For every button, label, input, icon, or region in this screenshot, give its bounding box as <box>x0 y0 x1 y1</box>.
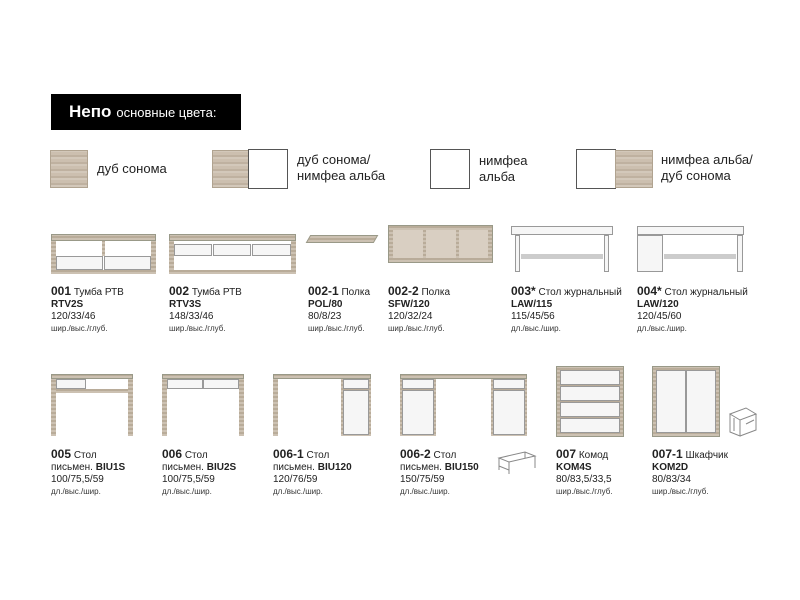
product-image-006 <box>162 374 244 436</box>
product-caption-007: 007 Комод KOM4S 80/83,5/33,5 шир./выс./глуб. <box>556 447 613 496</box>
product-image-003 <box>511 226 613 272</box>
swatch-white-oak-oak <box>615 150 653 188</box>
swatch-label-white-oak: нимфеа альба/ дуб сонома <box>661 152 753 183</box>
product-caption-001: 001 Тумба РТВ RTV2S 120/33/46 шир./выс./глуб. <box>51 284 124 333</box>
product-caption-006: 006 Стол письмен. BIU2S 100/75,5/59 дл./выс./шир. <box>162 447 237 496</box>
product-image-006-2 <box>400 374 527 436</box>
swatch-oak-white-white <box>248 149 288 189</box>
swatch-label-white: нимфеа альба <box>479 153 528 184</box>
swatch-white <box>430 149 470 189</box>
product-sketch-007-1 <box>726 404 760 438</box>
swatch-label-oak: дуб сонома <box>97 161 167 176</box>
product-image-001 <box>51 234 156 274</box>
product-caption-002-2: 002-2 Полка SFW/120 120/32/24 шир./выс./глуб. <box>388 284 451 333</box>
product-caption-006-2: 006-2 Стол письмен. BIU150 150/75/59 дл./выс./шир. <box>400 447 479 496</box>
product-caption-005: 005 Стол письмен. BIU1S 100/75,5/59 дл./выс./шир. <box>51 447 126 496</box>
product-image-004 <box>637 226 744 272</box>
brand-name: Непо <box>69 102 112 121</box>
product-sketch-006-2 <box>497 450 537 476</box>
product-caption-004: 004* Стол журнальный LAW/120 120/45/60 дл./выс./шир. <box>637 284 748 333</box>
product-image-005 <box>51 374 133 436</box>
swatch-oak-white-oak <box>212 150 250 188</box>
title-subtitle: основные цвета: <box>116 104 217 120</box>
swatch-white-oak-white <box>576 149 616 189</box>
product-image-002 <box>169 234 296 274</box>
product-image-002-2 <box>388 225 493 263</box>
product-image-007-1 <box>652 366 720 437</box>
product-image-007 <box>556 366 624 437</box>
product-caption-003: 003* Стол журнальный LAW/115 115/45/56 дл./выс./шир. <box>511 284 622 333</box>
product-caption-006-1: 006-1 Стол письмен. BIU120 120/76/59 дл./выс./шир. <box>273 447 352 496</box>
product-caption-002: 002 Тумба РТВ RTV3S 148/33/46 шир./выс./глуб. <box>169 284 242 333</box>
product-image-006-1 <box>273 374 371 436</box>
product-image-002-1 <box>308 235 376 244</box>
catalog-title-bar <box>51 94 241 130</box>
product-caption-002-1: 002-1 Полка POL/80 80/8/23 шир./выс./глуб. <box>308 284 371 333</box>
product-caption-007-1: 007-1 Шкафчик KOM2D 80/83/34 шир./выс./глуб. <box>652 447 728 496</box>
swatch-label-oak-white: дуб сонома/ нимфеа альба <box>297 152 386 183</box>
swatch-oak <box>50 150 88 188</box>
